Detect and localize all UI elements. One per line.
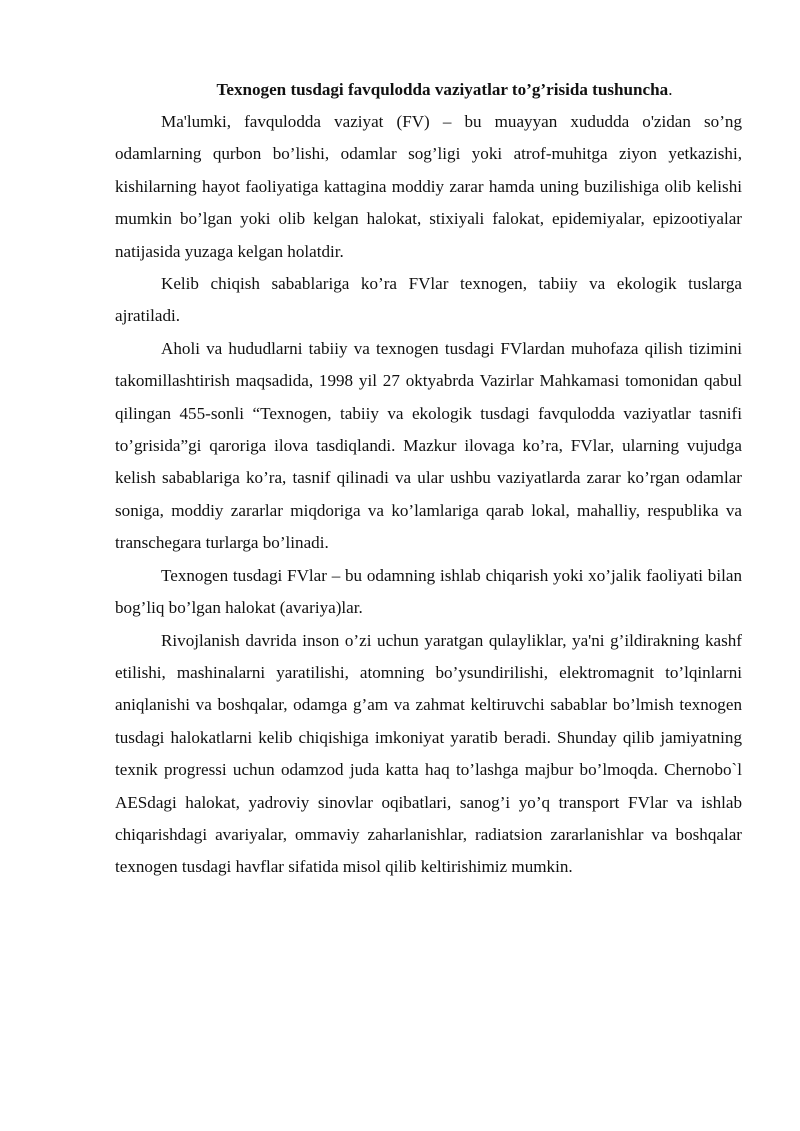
document-page xyxy=(115,74,742,884)
document-title-line xyxy=(115,74,742,106)
paragraph-technogenic-definition: Texnogen tusdagi FVlar – bu odamning ishlab chiqarish yoki xo’jalik faoliyati bilan bog’liq bo’lgan halokat (avariya)lar. xyxy=(115,565,742,618)
paragraph-technogenic-examples: Rivojlanish davrida inson o’zi uchun yaratgan qulayliklar, ya'ni g’ildirakning kashf etilishi, mashinalarni yaratilishi, atomning bo’ysundirilishi, elektromagnit to’lqinlarni aniqlanishi va boshqalar, odamga g’am va zahmat keltiruvchi sabablar bo’lmish texnogen tusdagi halokatlarni kelib chiqishiga imkoniyat yaratib beradi. Shunday qilib jamiyatning texnik progressi uchun odamzod juda katta haq to’lashga majbur bo’lmoqda. Chernobo`l AESdagi halokat, yadroviy sinovlar oqibatlari, sanog’i yo’q transport FVlar va ishlab chiqarishdagi avariyalar, ommaviy zaharlanishlar, radiatsion zararlanishlar va boshqalar texnogen tusdagi havflar sifatida misol qilib keltirishimiz mumkin. xyxy=(115,630,742,877)
paragraph-regulation: Aholi va hududlarni tabiiy va texnogen tusdagi FVlardan muhofaza qilish tizimini takomillashtirish maqsadida, 1998 yil 27 oktyabrda Vazirlar Mahkamasi tomonidan qabul qilingan 455-sonli “Texnogen, tabiiy va ekologik tusdagi favqulodda vaziyatlar tasnifi to’grisida”gi qaroriga ilova tasdiqlandi. Mazkur ilovaga ko’ra, FVlar, ularning vujudga kelish sabablariga ko’ra, tasnif qilinadi va ular ushbu vaziyatlarda zarar ko’rgan odamlar soniga, moddiy zararlar miqdoriga va ko’lamlariga qarab lokal, mahalliy, respublika va transchegara turlarga bo’linadi. xyxy=(115,338,742,553)
document-title: Texnogen tusdagi favqulodda vaziyatlar to’g’risida tushuncha xyxy=(216,80,669,99)
paragraph-definition: Ma'lumki, favqulodda vaziyat (FV) – bu muayyan xududda o'zidan so’ng odamlarning qurbon bo’lishi, odamlar sog’ligi yoki atrof-muhitga ziyon yetkazishi, kishilarning hayot faoliyatiga kattagina moddiy zarar hamda uning buzilishiga olib kelishi mumkin bo’lgan yoki olib kelgan halokat, stixiyali falokat, epidemiyalar, epizootiyalar natijasida yuzaga kelgan holatdir. xyxy=(115,112,742,261)
paragraph-classification: Kelib chiqish sabablariga ko’ra FVlar texnogen, tabiiy va ekologik tuslarga ajratiladi. xyxy=(115,274,742,326)
title-period: . xyxy=(668,80,673,99)
